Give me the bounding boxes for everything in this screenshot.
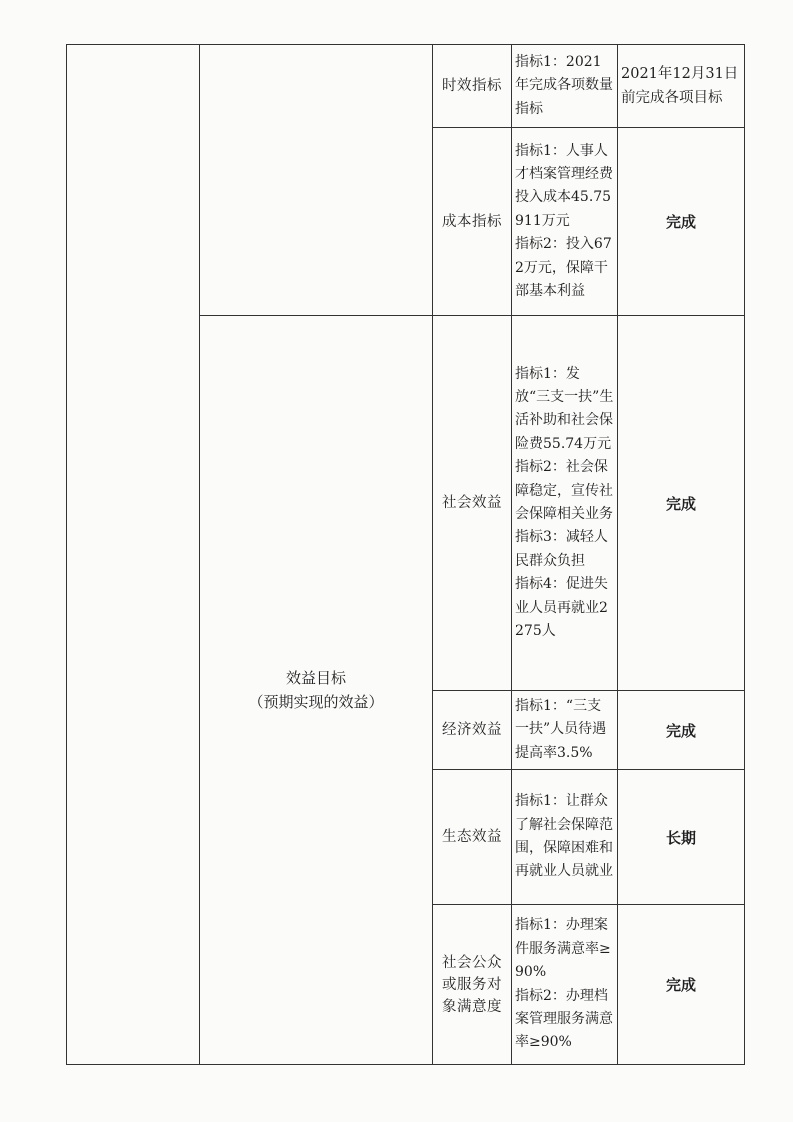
subtype-cell: 社会效益 <box>433 316 512 691</box>
output-target-cell <box>200 45 433 316</box>
indicator-cell: 指标1：人事人才档案管理经费投入成本45.75911万元 指标2：投入672万元，保障干部基本利益 <box>512 128 618 316</box>
result-cell: 完成 <box>618 691 745 770</box>
indicator-cell: 指标1：2021年完成各项数量指标 <box>512 45 618 128</box>
benefit-category-cell <box>200 316 433 1065</box>
subtype-cell: 生态效益 <box>433 770 512 905</box>
result-cell: 完成 <box>618 905 745 1065</box>
subtype-cell: 社会公众或服务对象满意度 <box>433 905 512 1065</box>
subtype-cell: 经济效益 <box>433 691 512 770</box>
indicator-cell: 指标1：办理案件服务满意率≥90% 指标2：办理档案管理服务满意率≥90% <box>512 905 618 1065</box>
indicator-cell: 指标1：发放“三支一扶”生活补助和社会保险费55.74万元 指标2：社会保障稳定，宣传社会保障相关业务 指标3：减轻人民群众负担 指标4：促进失业人员再就业2275人 <box>512 316 618 691</box>
table-row <box>67 45 745 128</box>
benefit-category-title: 效益目标 <box>285 669 346 687</box>
result-cell: 长期 <box>618 770 745 905</box>
outer-left-cell <box>67 45 200 1065</box>
benefit-category-subtitle: （预期实现的效益） <box>248 693 384 711</box>
result-cell: 2021年12月31日前完成各项目标 <box>618 45 745 128</box>
result-cell: 完成 <box>618 316 745 691</box>
indicator-cell: 指标1：“三支一扶”人员待遇提高率3.5% <box>512 691 618 770</box>
result-cell: 完成 <box>618 128 745 316</box>
indicator-cell: 指标1：让群众了解社会保障范围，保障困难和再就业人员就业 <box>512 770 618 905</box>
subtype-cell: 成本指标 <box>433 128 512 316</box>
subtype-cell: 时效指标 <box>433 45 512 128</box>
performance-target-table <box>66 44 745 1065</box>
